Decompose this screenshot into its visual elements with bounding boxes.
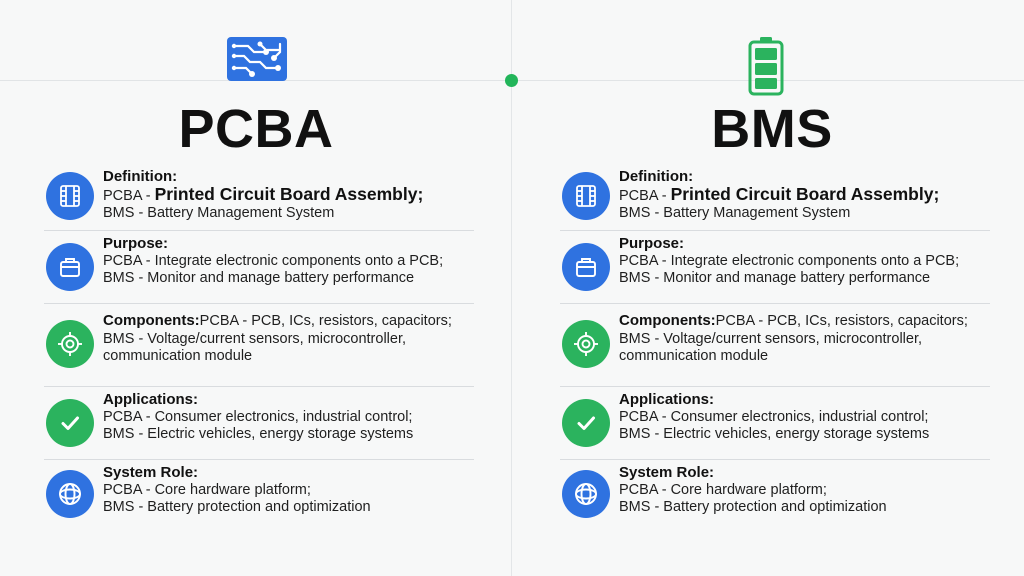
row-line: BMS - Battery protection and optimization [619, 499, 887, 515]
row-label: Definition: [103, 168, 178, 185]
row-highlight: Printed Circuit Board Assembly; [670, 183, 940, 204]
info-list [44, 164, 474, 530]
row-line: PCBA - Consumer electronics, industrial control; [103, 408, 413, 425]
row-line: BMS - Voltage/current sensors, microcontroller, [103, 330, 407, 347]
target-icon [562, 320, 610, 368]
briefcase-icon [46, 243, 94, 291]
pcba-panel [36, 0, 506, 576]
row-line: communication module [103, 348, 253, 364]
briefcase-icon [562, 243, 610, 291]
row-line: BMS - Battery Management System [103, 205, 335, 221]
circuit-board-icon [226, 36, 288, 87]
row-line: BMS - Electric vehicles, energy storage systems [619, 426, 930, 442]
row-inline: PCBA - PCB, ICs, resistors, capacitors; [199, 313, 452, 329]
row-label: System Role: [103, 464, 199, 481]
row-line: PCBA - Consumer electronics, industrial control; [619, 408, 929, 425]
list-item [560, 387, 990, 460]
row-label: Definition: [619, 168, 694, 185]
row-label: Purpose: [103, 235, 169, 252]
row-line: PCBA - Integrate electronic components onto a PCB; [103, 252, 444, 269]
row-line: BMS - Battery Management System [619, 205, 851, 221]
row-label: System Role: [619, 464, 715, 481]
target-icon [46, 320, 94, 368]
list-item [44, 460, 474, 530]
center-dot [505, 74, 518, 87]
list-item [560, 231, 990, 304]
list-item [44, 164, 474, 231]
row-line: BMS - Battery protection and optimization [103, 499, 371, 515]
row-line: BMS - Electric vehicles, energy storage systems [103, 426, 414, 442]
film-strip-icon [562, 172, 610, 220]
row-line: BMS - Voltage/current sensors, microcontroller, [619, 330, 923, 347]
row-label: Applications: [103, 391, 199, 408]
checkmark-icon [46, 399, 94, 447]
row-label: Purpose: [619, 235, 685, 252]
row-highlight: Printed Circuit Board Assembly; [154, 183, 424, 204]
row-line: PCBA - Core hardware platform; [103, 481, 311, 498]
battery-icon [748, 36, 784, 101]
row-line: communication module [619, 348, 769, 364]
row-line: BMS - Monitor and manage battery performance [619, 270, 931, 286]
row-label: Components: [619, 312, 716, 329]
row-label: Applications: [619, 391, 715, 408]
row-inline: PCBA - PCB, ICs, resistors, capacitors; [715, 313, 968, 329]
globe-icon [46, 470, 94, 518]
row-label: Components: [103, 312, 200, 329]
film-strip-icon [46, 172, 94, 220]
page-title: BMS [711, 99, 833, 159]
row-line: PCBA - Core hardware platform; [619, 481, 827, 498]
row-prefix: PCBA - [103, 187, 155, 204]
row-prefix: PCBA - [619, 187, 671, 204]
row-line: BMS - Monitor and manage battery performance [103, 270, 415, 286]
list-item [44, 231, 474, 304]
row-line: PCBA - Integrate electronic components onto a PCB; [619, 252, 960, 269]
info-list [560, 164, 990, 530]
globe-icon [562, 470, 610, 518]
list-item [44, 304, 474, 387]
checkmark-icon [562, 399, 610, 447]
list-item [44, 387, 474, 460]
bms-panel [552, 0, 1022, 576]
list-item [560, 460, 990, 530]
list-item [560, 164, 990, 231]
list-item [560, 304, 990, 387]
page-title: PCBA [178, 99, 334, 159]
